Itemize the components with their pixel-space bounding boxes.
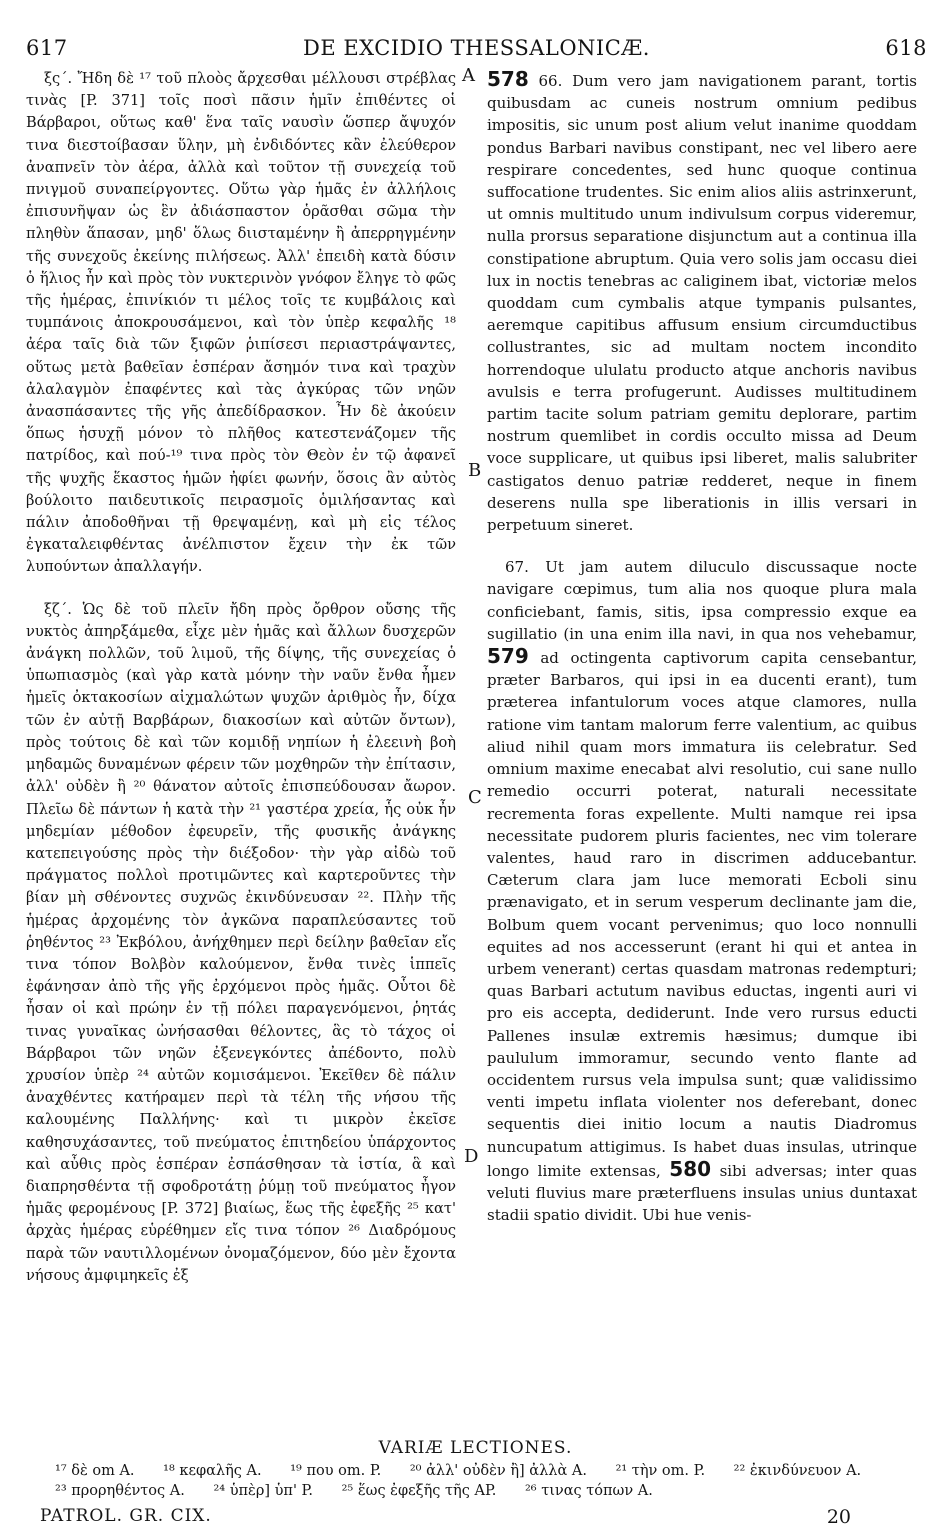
right-page-number: 618 [885,36,927,60]
signature-number: 20 [826,1506,851,1528]
margin-letter-c: C [468,787,482,808]
variant-readings [55,1461,935,1501]
left-page-number: 617 [26,36,68,60]
latin-paragraph-67-text-a: 67. Ut jam autem diluculo discussaque nocte navigare cœpimus, tum alia nos quoque plura mala conficiebant, famis, sitis, ipsa compressio exque ea sugillatio (in una enim illa navi, in qua nos vehebamur, [487,558,917,643]
greek-paragraph-66: ξς΄. Ἤδη δὲ ¹⁷ τοῦ πλοὸς ἄρχεσθαι μέλλουσι στρέβλας τινὰς [P. 371] τοῖς ποσὶ πᾶσιν ἡμῖν ἐπιθέντες οἱ Βάρβαροι, οὕτως καθ' ἕνα ταῖς ναυσὶν ὥσπερ ἄψυχόν τινα διεστοίβασαν ὕλην, μὴ ἐνδιδόντες κἂν ἐλεύθερον ἀναπνεῖν τὸν ἀέρα, ἀλλὰ καὶ τοῦτον τῇ συνεχείᾳ τοῦ πνιγμοῦ συναπείργοντες. Οὕτω γὰρ ἡμᾶς ἐν ἀλλήλοις ἐπισυνῆψαν ὡς ἓν ἀδιάσπαστον ὁρᾶσθαι σῶμα τὴν πληθὺν ἅπασαν, μηδ' ὅλως διισταμένην ἢ ἀπερρηγμένην τῆς συνεχοῦς ἐκείνης πιλήσεως. Ἀλλ' ἐπειδὴ κατὰ δύσιν ὁ ἥλιος ἦν καὶ πρὸς τὸν νυκτερινὸν γνόφον ἔληγε τὸ φῶς τῆς ἡμέρας, ἐπινίκιόν τι μέλος τοῖς τε κυμβάλοις καὶ τυμπάνοις ἀποκρουσάμενοι, καὶ τὸν ὑπὲρ κεφαλῆς ¹⁸ ἀέρα ταῖς διὰ τῶν ξιφῶν ῥιπίσεσι περιαστράψαντες, οὕτως μετὰ βαθεῖαν ἑσπέραν ἄσημόν τινα καὶ τραχὺν ἀλαλαγμὸν ἐπαφέντες καὶ τὰς ἀγκύρας τῶν νηῶν ἀνασπάσαντες τῆς γῆς ἀπεδίδρασκον. Ἦν δὲ ἀκούειν ὅπως ἡσυχῇ μόνον τὸ πλῆθος κατεστενάζομεν τῆς πατρίδος, καὶ πού-¹⁹ τινα πρὸς τὸν Θεὸν ἐν τῷ ἀφανεῖ τῆς ψυχῆς ἕκαστος ἡμῶν ἠφίει φωνήν, ὅσοις ἂν αὐτὸς βούλοιτο παιδευτικοῖς πειρασμοῖς ὁμιλήσαντας καὶ πάλιν ἀποδοθῆναι τῇ θρεψαμένῃ, καὶ μὴ εἰς τέλος ἐγκαταλειφθέντας ἀνέλπιστον ἔχειν τὴν ἐκ τῶν λυπούντων ἀπαλλαγήν. [26,70,456,576]
variant-note: ²⁴ ὑπὲρ] ὑπ' P. [213,1483,313,1499]
latin-paragraph-67-text-b: ad octingenta captivorum capita censebantur, præter Barbaros, qui ipsi in ea ducenti erant), tum præterea infantulorum voces atque clamores, nulla ratione vim tantam malorum ferre valentium, ac quibus aliud nihil quam mors immatura iis celebratur. Sed omnium maxime enecabat alvi resolutio, cui sane nullo remedio occurri poterat, naturali necessitate recrementa foras expellente. Multi namque rei ipsa necessitate pudorem pluris facientes, nec vim tolerare valentes, haud raro in discrimen adducebantur. Cæterum clara jam luce memorati Ecboli sinu prænavigato, et in serum vesperum declinante jam die, Bolbum quem vocant pervenimus; quo loco nonnulli equites ad nos accesserunt (erant hi qui et antea in urbem venerant) certas quasdam matronas redempturi; quas Barbari actutum navibus eductas, ingenti auri vi pro eis accepta, dediderunt. Inde vero rursus educti Pallenes insulæ extremis hæsimus; dumque ibi paululum immoramur, secundo vento flante ad occidentem rursus vela impulsa sunt; quæ validissimo venti impetu inflata violenter nos deferebant, donec sequentis diei initio locum a nautis Diadromus nuncupatum attigimus. Is habet duas insulas, utrinque longo limite extensas, [487,649,917,1180]
variant-note: ²⁶ τινας τόπων A. [524,1483,653,1499]
variant-note: ¹⁷ δὲ om A. [55,1463,135,1479]
latin-paragraph-66 [487,68,917,536]
latin-paragraph-67 [487,556,917,1226]
greek-paragraph-67: ξζ΄. Ὡς δὲ τοῦ πλεῖν ἤδη πρὸς ὄρθρον οὔσης τῆς νυκτὸς ἀπηρξάμεθα, εἶχε μὲν ἡμᾶς καὶ ἄλλων δυσχερῶν ἀνάγκη πολλῶν, τοῦ λιμοῦ, τῆς δίψης, τῆς συνεχείας ὁ ὑπωπιασμὸς (καὶ γὰρ κατὰ μόνην τὴν ναῦν ἔνθα ἦμεν ἡμεῖς ὀκτακοσίων αἰχμαλώτων ψυχῶν ἀριθμὸς ἦν, δίχα τῶν ἐν αὐτῇ Βαρβάρων, διακοσίων καὶ αὐτῶν ὄντων), πρὸς τούτοις δὲ καὶ τῶν κομιδῇ νηπίων ἡ ἐλεεινὴ βοὴ μηδαμῶς δυναμένων φέρειν τῶν μοχθηρῶν τὴν ἐπίτασιν, ἀλλ' οὐδὲν ἢ ²⁰ θάνατον αὐτοῖς ἐπισπεύδουσαν ἄωρον. Πλεῖω δὲ πάντων ἡ κατὰ τὴν ²¹ γαστέρα χρεία, ἧς οὐκ ἦν μηδεμίαν μέθοδον ἐφευρεῖν, τῆς φυσικῆς ἀνάγκης κατεπειγούσης πρὸς τὴν διέξοδον· τὴν γὰρ αἰδὼ τοῦ πράγματος πολλοὶ προτιμῶντες καὶ καρτεροῦντες τὴν βίαν μὴ σθένοντες συχνῶς ἐκινδύνευσαν ²². Πλὴν τῆς ἡμέρας ἀρχομένης τὸν ἀγκῶνα παραπλεύσαντες τοῦ ῥηθέντος ²³ Ἐκβόλου, ἀνήχθημεν περὶ δείλην βαθεῖαν εἴς τινα τόπον Βολβὸν καλούμενον, ἔνθα τινὲς ἱππεῖς ἐφάνησαν ἀπὸ τῆς γῆς ἐρχόμενοι πρὸς ἡμᾶς. Οὗτοι δὲ ἦσαν οἱ καὶ πρώην ἐν τῇ πόλει παραγενόμενοι, ῥητάς τινας γυναῖκας ὠνήσασθαι θέλοντες, ἃς τὸ τάχος οἱ Βάρβαροι τῶν νηῶν ἐξενεγκόντες ἀπέδοντο, πολὺ χρυσίον ὑπὲρ ²⁴ αὐτῶν κομισάμενοι. Ἐκεῖθεν δὲ πάλιν ἀναχθέντες κατήραμεν περὶ τὰ τέλη τῆς νήσου τῆς καλουμένης Παλλήνης· καὶ τι μικρὸν ἐκεῖσε καθησυχάσαντες, τοῦ πνεύματος ἐπιτηδείου ὑπάρχοντος καὶ αὖθις πρὸς ἑσπέραν ἐσπάσθησαν τὰ ἱστία, ἃ καὶ διαπρησθέντα τῇ σφοδροτάτῃ ῥύμῃ τοῦ πνεύματος ἦγον ἡμᾶς φερομένους [P. 372] βιαίως, ἕως τῆς ἐφεξῆς ²⁵ κατ' ἀρχὰς ἡμέρας εὑρέθημεν εἴς τινα τόπον ²⁶ Διαδρόμους παρὰ τῶν ναυτιλλομένων ὀνομαζόμενον, δύο μὲν ἔχοντα νήσους ἀμφιμηκεῖς ἐξ [26,600,456,1284]
series-signature: PATROL. GR. CIX. [40,1506,212,1526]
latin-column [487,68,917,1226]
greek-column [26,68,456,1287]
patrologia-column-number: 580 [669,1156,712,1181]
variant-note: ²⁵ ἕως ἐφεξῆς τῆς AP. [341,1483,497,1499]
variant-line [55,1461,935,1481]
variant-line [55,1481,935,1501]
patrologia-column-number: 579 [487,644,529,669]
variant-note: ¹⁹ που om. P. [290,1463,382,1479]
running-title: DE EXCIDIO THESSALONICÆ. [303,36,650,60]
variant-note: ²² ἐκινδύνευον A. [733,1463,862,1479]
patrologia-column-number: 578 [487,67,529,91]
latin-paragraph-66-text: 66. Dum vero jam navigationem parant, tortis quibusdam ac cuneis nostrum omnium pedibus impositis, sic unum post alium velut inanime quoddam pondus Barbari navibus constipant, nec vel libero aere respirare concedentes, sed hunc quoque continua suffocatione trudentes. Sic enim alios aliis astrinxerunt, ut omnis multitudo unum indivulsum corpus videremur, nulla prorsus separatione disjunctum aut a continua illa constipatione abruptum. Quia vero solis jam occasu diei lux in noctis tenebras ac caliginem ibat, victoriæ melos quoddam cum cymbalis atque tympanis pulsantes, aeremque capitibus affusum ensium circumductibus collustrantes, sic ad multam noctem incondito horrendoque ululatu producto atque anchoris navibus avulsis e terra profugerunt. Audisses multitudinem partim tacite solum patriam gemitu deplorare, partim nostrum quemlibet in cordis occulto missa ad Deum voce supplicare, ut quibus ipsi liberet, malis salubriter castigatos denuo patriæ redderet, neque in finem deserens nulla spe liberationis in illis versari in perpetuum sineret. [487,72,917,535]
running-header [26,36,927,68]
variant-note: ²⁰ ἀλλ' οὐδὲν ἢ] ἀλλὰ A. [409,1463,587,1479]
margin-letter-b: B [468,460,482,481]
variae-lectiones-heading: VARIÆ LECTIONES. [378,1438,573,1458]
margin-letter-d: D [464,1146,479,1167]
page-footer [40,1506,851,1526]
variant-note: ²¹ τὴν om. P. [615,1463,706,1479]
margin-letter-a: A [462,65,475,86]
latin-paragraph-67-text-c: sibi adversas; inter quas veluti fluvius mare præterfluens insulas unius duntaxat stadii spatio dividit. Ubi hue venis- [487,1161,917,1225]
variant-note: ¹⁸ κεφαλῆς A. [163,1463,262,1479]
variant-note: ²³ προρηθέντος A. [55,1483,185,1499]
